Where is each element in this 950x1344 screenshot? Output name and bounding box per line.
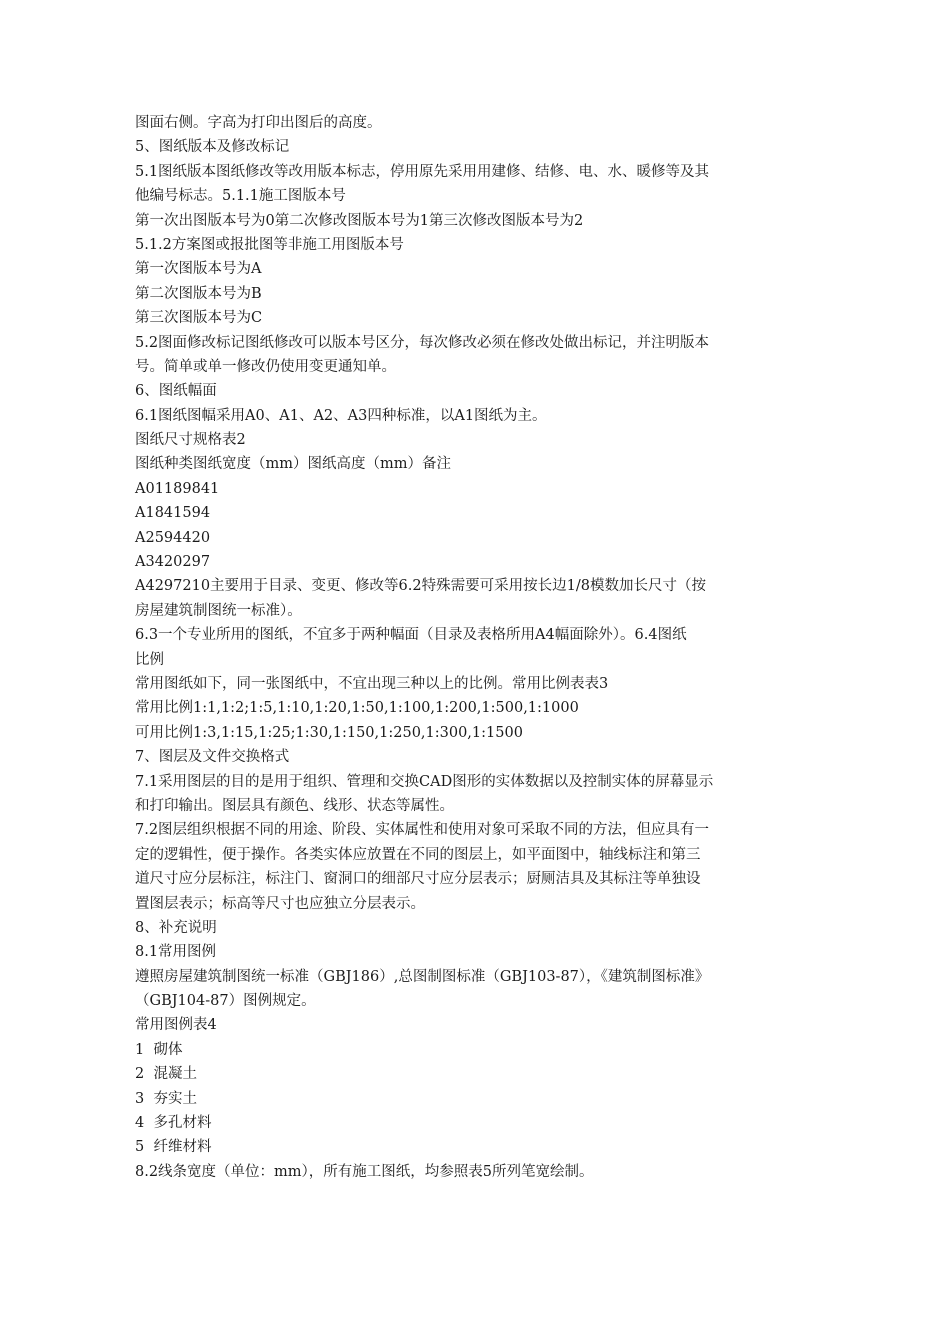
section-heading: 5、图纸版本及修改标记 [135, 139, 290, 156]
text-line: 常用图纸如下，同一张图纸中，不宜出现三种以上的比例。常用比例表表3 [135, 675, 609, 692]
text-line: 比例 [135, 651, 164, 668]
section-heading: 7、图层及文件交换格式 [135, 749, 290, 766]
text-line: 第三次图版本号为C [135, 310, 263, 327]
text-line: 5.2图面修改标记图纸修改可以版本号区分，每次修改必须在修改处做出标记，并注明版本 [135, 334, 710, 351]
text-line: 第一次出图版本号为0第二次修改图版本号为1第三次修改图版本号为2 [135, 212, 584, 229]
table-row: A4297210主要用于目录、变更、修改等6.2特殊需要可采用按长边1/8模数加长尺寸（按 [135, 578, 706, 595]
text-line: 号。简单或单一修改仍使用变更通知单。 [135, 358, 396, 375]
document-body [135, 111, 815, 1184]
section-heading: 6、图纸幅面 [135, 383, 217, 400]
text-line: 图面右侧。字高为打印出图后的高度。 [135, 115, 382, 131]
text-line: 置图层表示；标高等尺寸也应独立分层表示。 [135, 895, 425, 912]
table-caption: 图纸尺寸规格表2 [135, 432, 246, 449]
text-line: 8.1常用图例 [135, 944, 217, 961]
table-row: A01189841 [135, 480, 220, 497]
list-item: 1 砌体 [135, 1041, 183, 1058]
text-line: 房屋建筑制图统一标准）。 [135, 602, 302, 619]
text-line: 和打印输出。图层具有颜色、线形、状态等属性。 [135, 797, 454, 814]
text-line: 6.1图纸图幅采用A0、A1、A2、A3四种标准，以A1图纸为主。 [135, 407, 547, 424]
text-line: 第一次图版本号为A [135, 261, 262, 278]
table-caption: 常用图例表4 [135, 1017, 217, 1034]
text-line: 可用比例1:3,1:15,1:25;1:30,1:150,1:250,1:300,1:1500 [135, 724, 523, 741]
list-item: 3 夯实土 [135, 1090, 197, 1107]
text-line: 第二次图版本号为B [135, 285, 262, 302]
table-row: A3420297 [135, 554, 211, 571]
text-line: 5.1图纸版本图纸修改等改用版本标志，停用原先采用用建修、结修、电、水、暖修等及其 [135, 163, 710, 180]
text-line: 定的逻辑性，便于操作。各类实体应放置在不同的图层上，如平面图中，轴线标注和第三 [135, 846, 701, 863]
text-line: 7.1采用图层的目的是用于组织、管理和交换CAD图形的实体数据以及控制实体的屏幕显示 [135, 773, 714, 790]
table-row: A1841594 [135, 505, 211, 522]
text-line: 他编号标志。5.1.1施工图版本号 [135, 188, 346, 205]
text-line: 常用比例1:1,1:2;1:5,1:10,1:20,1:50,1:100,1:200,1:500,1:1000 [135, 700, 579, 717]
list-item: 2 混凝土 [135, 1066, 197, 1083]
text-line: 6.3一个专业所用的图纸，不宜多于两种幅面（目录及表格所用A4幅面除外）。6.4图纸 [135, 627, 687, 644]
list-item: 4 多孔材料 [135, 1115, 212, 1132]
text-line: 道尺寸应分层标注，标注门、窗洞口的细部尺寸应分层表示；厨厕洁具及其标注等单独设 [135, 871, 701, 888]
text-line: 7.2图层组织根据不同的用途、阶段、实体属性和使用对象可采取不同的方法，但应具有一 [135, 822, 710, 839]
text-line: 8.2线条宽度（单位：mm），所有施工图纸，均参照表5所列笔宽绘制。 [135, 1163, 594, 1180]
section-heading: 8、补充说明 [135, 919, 217, 936]
text-line: 遵照房屋建筑制图统一标准（GBJ186）,总图制图标准（GBJ103-87），《建筑制图标准》 [135, 968, 710, 985]
table-row: A2594420 [135, 529, 211, 546]
list-item: 5 纤维材料 [135, 1139, 212, 1156]
text-line: （GBJ104-87）图例规定。 [135, 993, 316, 1010]
table-header: 图纸种类图纸宽度（mm）图纸高度（mm）备注 [135, 456, 451, 473]
text-line: 5.1.2方案图或报批图等非施工用图版本号 [135, 236, 404, 253]
